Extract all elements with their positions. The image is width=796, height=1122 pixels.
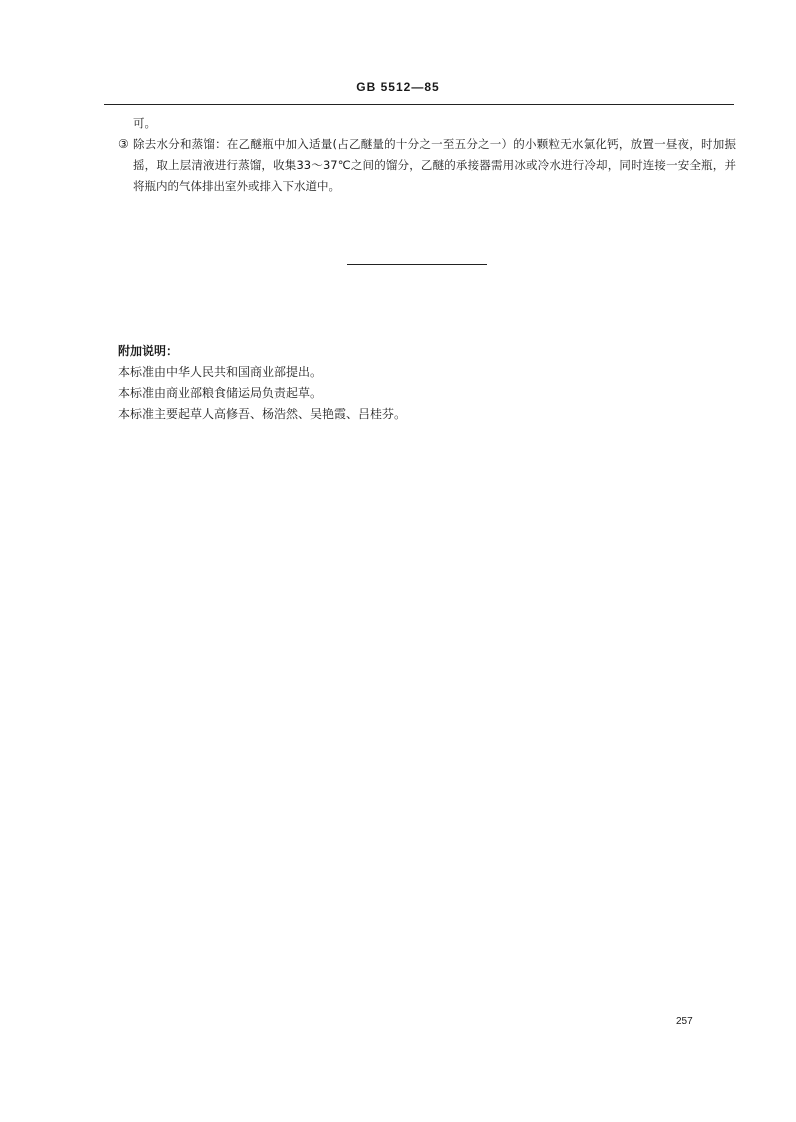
continuation-text: 可。 <box>133 116 156 130</box>
item-number-marker: ③ <box>118 137 129 151</box>
standard-code-header: GB 5512—85 <box>356 80 440 94</box>
procedure-item-3 <box>118 134 736 197</box>
page-number: 257 <box>676 1016 693 1027</box>
procedure-item-text: 除去水分和蒸馏：在乙醚瓶中加入适量(占乙醚量的十分之一至五分之一）的小颗粒无水氯化钙，放置一昼夜，时加振摇，取上层清液进行蒸馏，收集33～37℃之间的馏分，乙醚的承接器需用冰或冷水进行冷却，同时连接一安全瓶，并将瓶内的气体排出室外或排入下水道中。 <box>133 137 736 193</box>
appendix-line: 本标准由中华人民共和国商业部提出。 <box>118 365 323 379</box>
appendix-line: 本标准主要起草人高修吾、杨浩然、吴艳霞、吕桂芬。 <box>118 407 407 421</box>
appendix-notes <box>118 341 678 425</box>
appendix-line: 本标准由商业部粮食储运局负责起草。 <box>118 386 323 400</box>
appendix-title: 附加说明： <box>118 344 179 358</box>
header-rule <box>104 104 734 105</box>
end-of-text-rule <box>347 264 487 265</box>
